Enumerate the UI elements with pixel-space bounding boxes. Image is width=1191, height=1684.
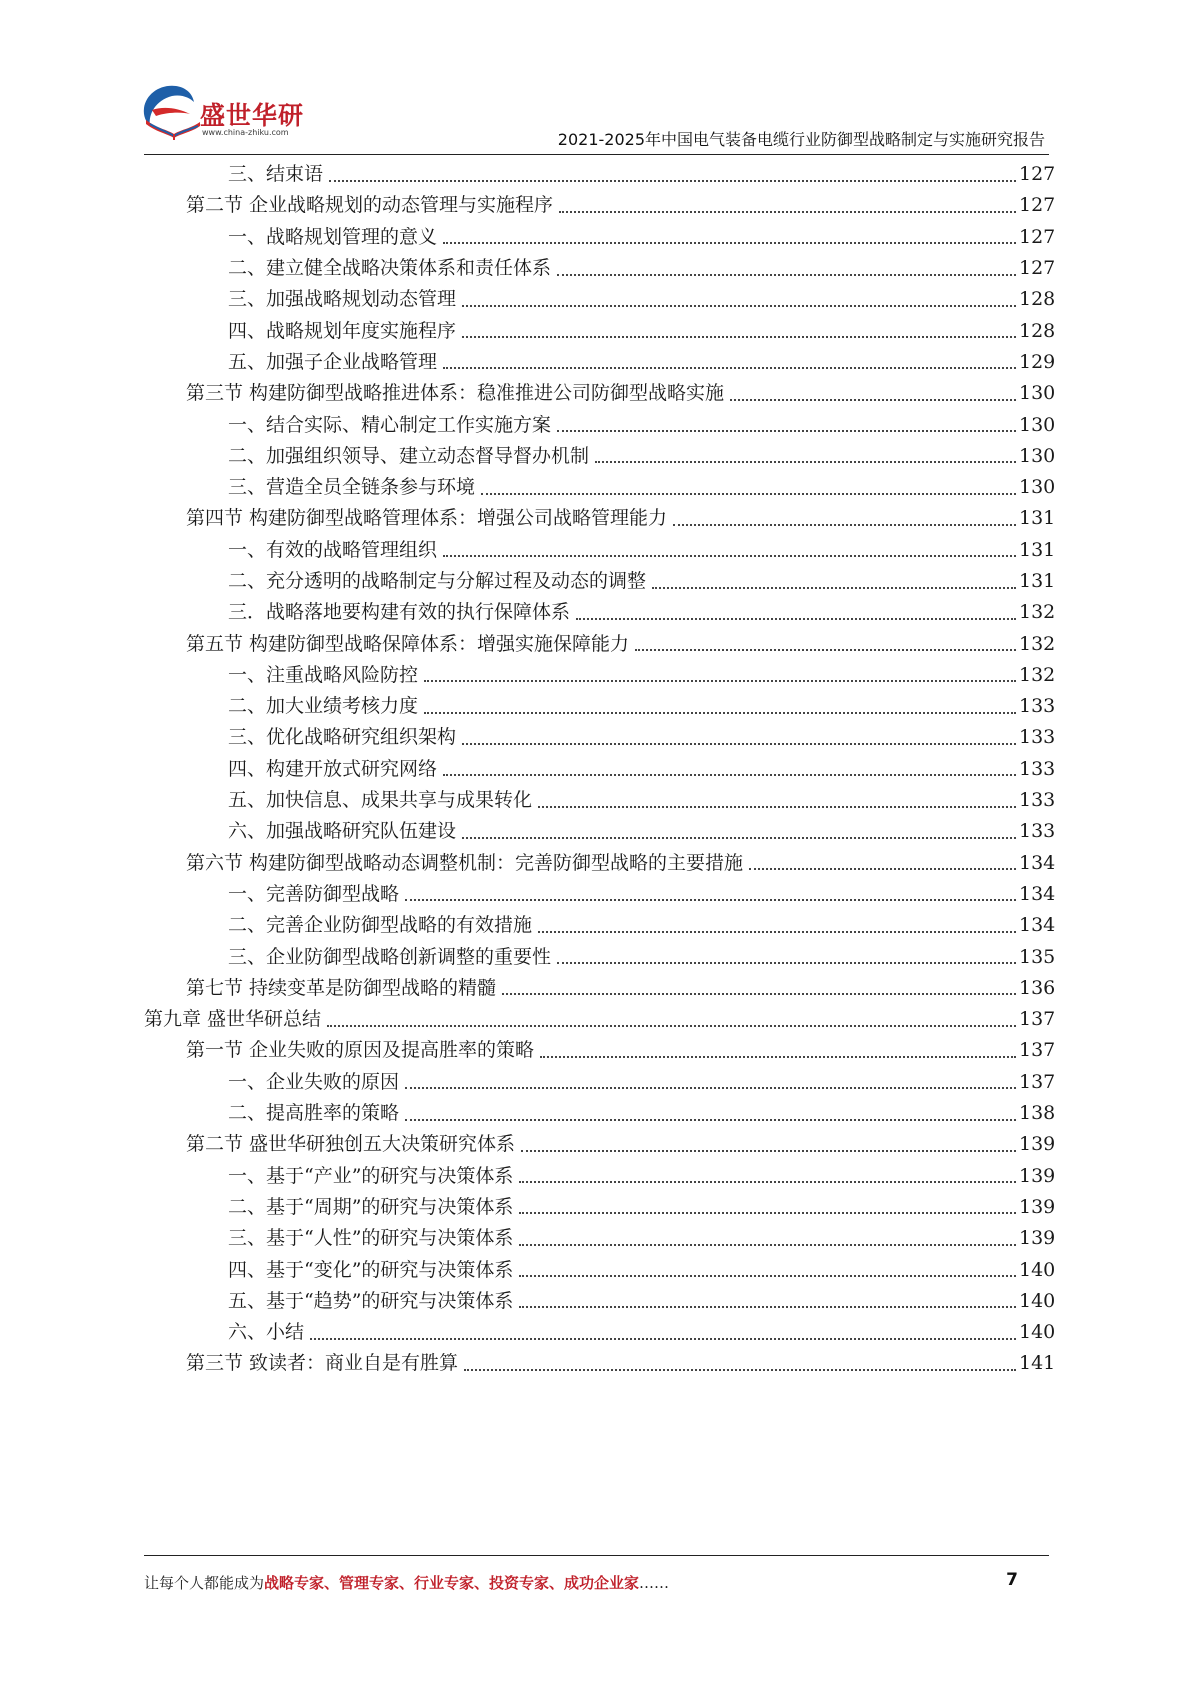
toc-dot-leader <box>673 524 1016 526</box>
toc-entry-label: 三、营造全员全链条参与环境 <box>228 476 476 499</box>
toc-entry[interactable] <box>0 472 1191 503</box>
toc-entry[interactable] <box>0 1098 1191 1129</box>
toc-entry-page: 133 <box>1019 820 1056 843</box>
toc-dot-leader <box>749 868 1016 870</box>
toc-dot-leader <box>424 680 1016 682</box>
toc-entry-label: 五、加快信息、成果共享与成果转化 <box>228 789 533 812</box>
toc-entry-page: 140 <box>1019 1321 1056 1344</box>
toc-entry-page: 127 <box>1019 257 1056 280</box>
toc-entry-page: 131 <box>1019 538 1056 561</box>
toc-entry[interactable] <box>0 1254 1191 1285</box>
toc-entry-label: 第四节 构建防御型战略管理体系：增强公司战略管理能力 <box>186 507 668 530</box>
toc-entry-label: 三、基于“人性”的研究与决策体系 <box>228 1227 514 1250</box>
toc-dot-leader <box>443 774 1016 776</box>
toc-entry-page: 133 <box>1019 695 1056 718</box>
toc-entry-label: 二、基于“周期”的研究与决策体系 <box>228 1195 514 1218</box>
toc-entry-label: 三．战略落地要构建有效的执行保障体系 <box>228 601 571 624</box>
toc-entry[interactable] <box>0 1004 1191 1035</box>
toc-entry[interactable] <box>0 754 1191 785</box>
toc-entry-page: 132 <box>1019 601 1056 624</box>
logo-name: 盛世华研 <box>200 101 305 130</box>
toc-dot-leader <box>595 461 1016 463</box>
footer-slogan <box>144 1572 669 1593</box>
toc-entry-label: 第一节 企业失败的原因及提高胜率的策略 <box>186 1039 535 1062</box>
toc-entry[interactable] <box>0 816 1191 847</box>
toc-entry-page: 139 <box>1019 1133 1056 1156</box>
company-logo <box>138 82 308 144</box>
toc-dot-leader <box>462 336 1016 338</box>
toc-dot-leader <box>424 712 1016 714</box>
toc-entry-page: 131 <box>1019 507 1056 530</box>
toc-entry-label: 三、加强战略规划动态管理 <box>228 288 457 311</box>
toc-entry[interactable] <box>0 253 1191 284</box>
toc-entry[interactable] <box>0 941 1191 972</box>
toc-entry-page: 139 <box>1019 1227 1056 1250</box>
toc-entry-label: 一、基于“产业”的研究与决策体系 <box>228 1164 514 1187</box>
toc-dot-leader <box>557 962 1016 964</box>
toc-entry-label: 二、完善企业防御型战略的有效措施 <box>228 914 533 937</box>
toc-entry-page: 132 <box>1019 632 1056 655</box>
toc-dot-leader <box>327 1025 1016 1027</box>
toc-entry-label: 第六节 构建防御型战略动态调整机制：完善防御型战略的主要措施 <box>186 851 744 874</box>
toc-entry[interactable] <box>0 1129 1191 1160</box>
toc-dot-leader <box>519 1181 1016 1183</box>
toc-entry-label: 三、企业防御型战略创新调整的重要性 <box>228 945 552 968</box>
toc-entry[interactable] <box>0 222 1191 253</box>
toc-dot-leader <box>329 180 1016 182</box>
toc-entry[interactable] <box>0 1348 1191 1379</box>
toc-entry-page: 136 <box>1019 976 1056 999</box>
page-number: 7 <box>1006 1570 1018 1590</box>
toc-dot-leader <box>519 1306 1016 1308</box>
page-header <box>0 0 1191 160</box>
toc-entry-label: 二、加大业绩考核力度 <box>228 695 419 718</box>
toc-entry-label: 二、充分透明的战略制定与分解过程及动态的调整 <box>228 570 647 592</box>
toc-entry-label: 第二节 盛世华研独创五大决策研究体系 <box>186 1133 516 1156</box>
toc-entry-label: 三、优化战略研究组织架构 <box>228 726 457 749</box>
toc-entry-label: 一、企业失败的原因 <box>228 1070 400 1093</box>
toc-entry-page: 135 <box>1019 945 1056 968</box>
toc-entry[interactable] <box>0 722 1191 753</box>
toc-entry[interactable] <box>0 503 1191 534</box>
toc-entry[interactable] <box>0 691 1191 722</box>
toc-entry-label: 一、战略规划管理的意义 <box>228 225 438 248</box>
toc-entry-page: 130 <box>1019 476 1056 499</box>
toc-entry-label: 一、完善防御型战略 <box>228 882 400 905</box>
toc-entry-page: 133 <box>1019 789 1056 812</box>
toc-dot-leader <box>540 1056 1016 1058</box>
toc-entry[interactable] <box>0 378 1191 409</box>
toc-entry-page: 139 <box>1019 1164 1056 1187</box>
toc-entry[interactable] <box>0 848 1191 879</box>
toc-entry[interactable] <box>0 409 1191 440</box>
toc-dot-leader <box>521 1150 1016 1152</box>
toc-entry-page: 137 <box>1019 1008 1056 1031</box>
toc-entry-label: 六、小结 <box>228 1321 305 1344</box>
toc-dot-leader <box>652 587 1016 589</box>
toc-entry[interactable] <box>0 284 1191 315</box>
toc-dot-leader <box>481 493 1016 495</box>
toc-dot-leader <box>519 1275 1016 1277</box>
slogan-prefix: 让每个人都能成为 <box>144 1574 265 1592</box>
toc-entry[interactable] <box>0 785 1191 816</box>
toc-entry-page: 130 <box>1019 382 1056 405</box>
toc-entry-label: 二、加强组织领导、建立动态督导督办机制 <box>228 444 590 467</box>
toc-entry-page: 134 <box>1019 851 1056 874</box>
toc-entry[interactable] <box>0 973 1191 1004</box>
toc-dot-leader <box>557 430 1016 432</box>
toc-entry-label: 六、加强战略研究队伍建设 <box>228 820 457 843</box>
toc-entry[interactable] <box>0 159 1191 190</box>
toc-entry-page: 128 <box>1019 288 1056 311</box>
logo-url: www.china-zhiku.com <box>202 128 289 137</box>
toc-dot-leader <box>462 837 1016 839</box>
slogan-accent: 战略专家、管理专家、行业专家、投资专家、成功企业家 <box>264 1574 640 1592</box>
toc-dot-leader <box>462 305 1016 307</box>
toc-entry-page: 130 <box>1019 444 1056 467</box>
toc-entry-page: 137 <box>1019 1070 1056 1093</box>
toc-entry-page: 140 <box>1019 1258 1056 1281</box>
toc-entry-page: 132 <box>1019 663 1056 686</box>
report-title: 2021-2025年中国电气装备电缆行业防御型战略制定与实施研究报告 <box>557 130 1045 149</box>
toc-entry[interactable] <box>0 1192 1191 1223</box>
toc-dot-leader <box>576 618 1016 620</box>
toc-entry[interactable] <box>0 1286 1191 1317</box>
toc-entry[interactable] <box>0 1161 1191 1192</box>
toc-entry-label: 第七节 持续变革是防御型战略的精髓 <box>186 976 497 999</box>
toc-dot-leader <box>635 649 1016 651</box>
toc-entry[interactable] <box>0 1035 1191 1066</box>
toc-entry-page: 127 <box>1019 225 1056 248</box>
toc-entry-label: 第三节 构建防御型战略推进体系：稳准推进公司防御型战略实施 <box>186 382 725 405</box>
toc-entry-label: 四、基于“变化”的研究与决策体系 <box>228 1258 514 1281</box>
toc-dot-leader <box>519 1244 1016 1246</box>
toc-dot-leader <box>443 242 1016 244</box>
header-divider <box>144 154 1049 155</box>
toc-entry[interactable] <box>0 628 1191 659</box>
toc-entry-label: 三、结束语 <box>228 163 324 186</box>
toc-entry-label: 四、构建开放式研究网络 <box>228 757 438 780</box>
toc-dot-leader <box>519 1212 1016 1214</box>
toc-entry[interactable] <box>0 1223 1191 1254</box>
toc-entry-page: 133 <box>1019 757 1056 780</box>
toc-entry-label: 第二节 企业战略规划的动态管理与实施程序 <box>186 194 554 217</box>
toc-entry-label: 一、注重战略风险防控 <box>228 663 419 686</box>
toc-entry[interactable] <box>0 1067 1191 1098</box>
toc-entry-label: 第五节 构建防御型战略保障体系：增强实施保障能力 <box>186 632 630 655</box>
toc-entry-page: 127 <box>1019 194 1056 217</box>
slogan-suffix: …… <box>639 1574 670 1592</box>
toc-dot-leader <box>464 1369 1016 1371</box>
toc-dot-leader <box>538 806 1016 808</box>
toc-entry-page: 140 <box>1019 1289 1056 1312</box>
toc-entry[interactable] <box>0 1317 1191 1348</box>
toc-entry-page: 131 <box>1019 570 1056 592</box>
table-of-contents <box>0 159 1191 1380</box>
toc-entry-label: 第三节 致读者：商业自是有胜算 <box>186 1352 459 1375</box>
toc-entry-page: 138 <box>1019 1102 1056 1125</box>
toc-dot-leader <box>405 1119 1016 1121</box>
toc-dot-leader <box>538 931 1016 933</box>
toc-entry-page: 139 <box>1019 1195 1056 1218</box>
toc-entry-page: 134 <box>1019 882 1056 905</box>
toc-entry-page: 141 <box>1019 1352 1056 1375</box>
toc-dot-leader <box>559 211 1016 213</box>
toc-entry-page: 134 <box>1019 914 1056 937</box>
logo-book-icon <box>138 82 208 144</box>
toc-dot-leader <box>443 555 1016 557</box>
toc-dot-leader <box>443 367 1016 369</box>
toc-entry-label: 五、基于“趋势”的研究与决策体系 <box>228 1289 514 1312</box>
toc-entry[interactable] <box>0 315 1191 346</box>
toc-entry[interactable] <box>0 910 1191 941</box>
toc-entry-page: 128 <box>1019 319 1056 342</box>
toc-dot-leader <box>462 743 1016 745</box>
toc-entry[interactable] <box>0 535 1191 566</box>
toc-entry-label: 五、加强子企业战略管理 <box>228 350 438 373</box>
toc-dot-leader <box>405 1087 1016 1089</box>
toc-dot-leader <box>310 1338 1016 1340</box>
toc-entry[interactable] <box>0 879 1191 910</box>
toc-entry[interactable] <box>0 441 1191 472</box>
toc-entry[interactable] <box>0 566 1191 597</box>
toc-entry-page: 137 <box>1019 1039 1056 1062</box>
footer-divider <box>144 1555 1049 1556</box>
toc-entry-label: 第九章 盛世华研总结 <box>144 1008 322 1031</box>
toc-dot-leader <box>405 899 1016 901</box>
toc-entry-label: 一、结合实际、精心制定工作实施方案 <box>228 413 552 436</box>
toc-entry[interactable] <box>0 597 1191 628</box>
toc-entry[interactable] <box>0 660 1191 691</box>
toc-entry-label: 二、提高胜率的策略 <box>228 1102 400 1125</box>
toc-entry[interactable] <box>0 190 1191 221</box>
toc-dot-leader <box>730 399 1016 401</box>
toc-entry-page: 133 <box>1019 726 1056 749</box>
toc-entry-label: 二、建立健全战略决策体系和责任体系 <box>228 257 552 280</box>
toc-dot-leader <box>557 274 1016 276</box>
toc-dot-leader <box>502 993 1016 995</box>
toc-entry-page: 130 <box>1019 413 1056 436</box>
toc-entry-page: 129 <box>1019 350 1056 373</box>
toc-entry-label: 一、有效的战略管理组织 <box>228 538 438 561</box>
toc-entry-page: 127 <box>1019 163 1056 186</box>
toc-entry[interactable] <box>0 347 1191 378</box>
toc-entry-label: 四、战略规划年度实施程序 <box>228 319 457 342</box>
